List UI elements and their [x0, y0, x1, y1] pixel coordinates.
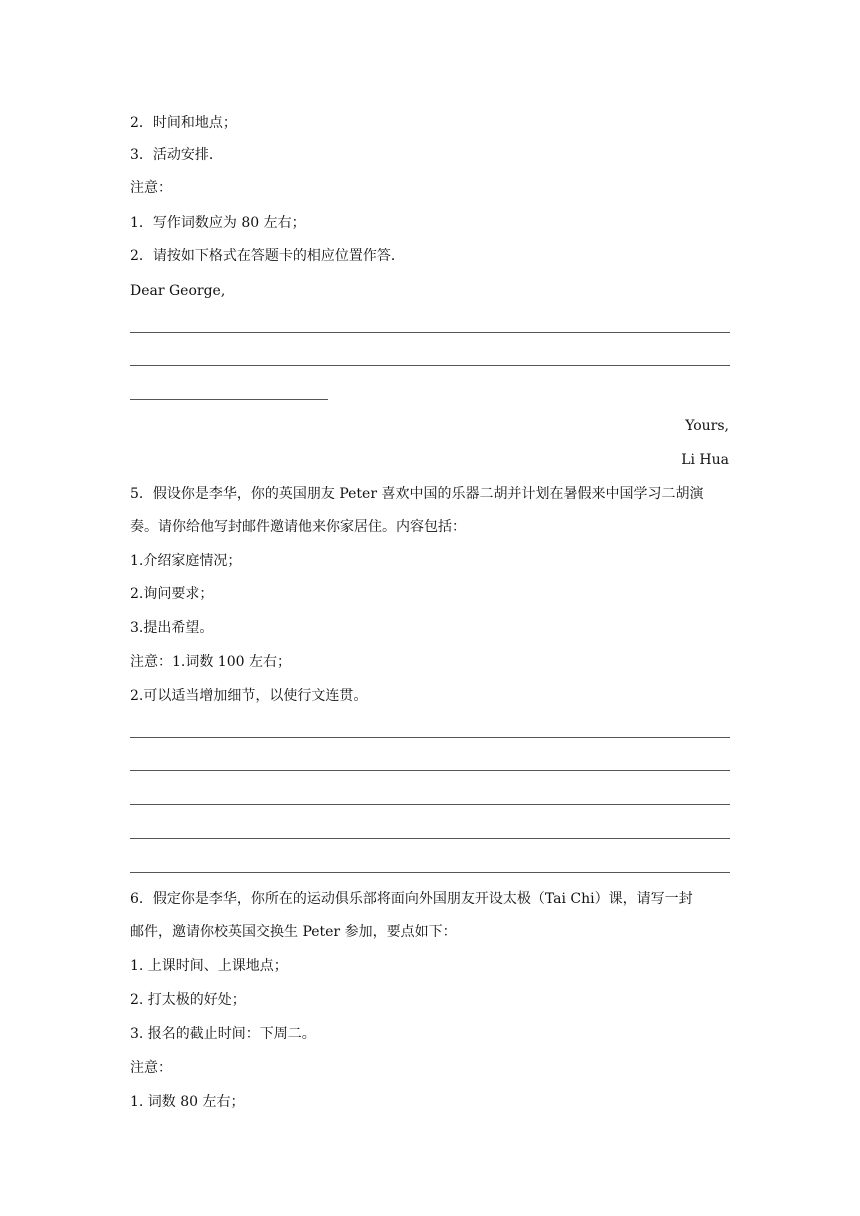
letter-salutation: Dear George, [130, 283, 226, 299]
requirement-item: 3．活动安排． [130, 147, 223, 163]
answer-line [130, 737, 730, 738]
answer-line [130, 770, 730, 771]
content-item: 2.询问要求； [130, 586, 214, 602]
letter-signature: Li Hua [681, 452, 729, 468]
answer-line [130, 804, 730, 805]
note-item: 2．请按如下格式在答题卡的相应位置作答． [130, 248, 405, 264]
note-item: 注意：1.词数 100 左右； [130, 654, 291, 670]
answer-line [130, 872, 730, 873]
question-5-prompt: 5．假设你是李华，你的英国朋友 Peter 喜欢中国的乐器二胡并计划在暑假来中国学习二胡演 [130, 486, 704, 502]
content-item: 3.提出希望。 [130, 620, 214, 636]
note-item: 1．写作词数应为 80 左右； [130, 215, 306, 231]
question-5-prompt-cont: 奏。请你给他写封邮件邀请他来你家居住。内容包括： [130, 519, 466, 535]
question-6-prompt: 6．假定你是李华，你所在的运动俱乐部将面向外国朋友开设太极（Tai Chi）课，请写一封 [130, 891, 693, 907]
note-item: 2.可以适当增加细节，以使行文连贯。 [130, 688, 368, 704]
note-heading: 注意： [130, 180, 172, 196]
letter-closing: Yours, [685, 418, 729, 434]
answer-line [130, 332, 730, 333]
requirement-item: 2．时间和地点； [130, 115, 237, 131]
note-heading: 注意： [130, 1060, 172, 1076]
answer-line [130, 399, 328, 400]
key-point-item: 2. 打太极的好处； [130, 992, 246, 1008]
question-6-prompt-cont: 邮件，邀请你校英国交换生 Peter 参加，要点如下： [130, 924, 457, 940]
answer-line [130, 365, 730, 366]
answer-line [130, 838, 730, 839]
key-point-item: 1. 上课时间、上课地点； [130, 958, 288, 974]
content-item: 1.介绍家庭情况； [130, 553, 242, 569]
note-item: 1. 词数 80 左右； [130, 1094, 245, 1110]
key-point-item: 3. 报名的截止时间：下周二。 [130, 1026, 316, 1042]
